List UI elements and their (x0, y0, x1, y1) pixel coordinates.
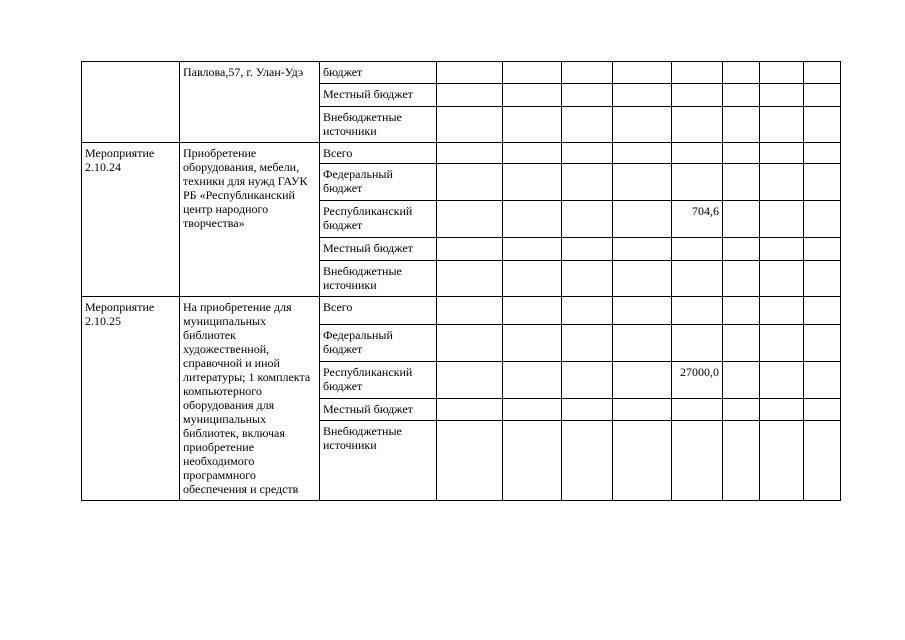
source-cell: Внебюджетные источники (320, 261, 437, 297)
source-cell: бюджет (320, 62, 437, 84)
source-cell: Местный бюджет (320, 238, 437, 261)
budget-table (81, 61, 841, 501)
table-row (82, 297, 841, 325)
source-cell: Федеральный бюджет (320, 164, 437, 201)
source-cell: Федеральный бюджет (320, 325, 437, 362)
source-cell: Всего (320, 143, 437, 164)
measure-description-cell: На приобретение для муниципальных библиотек художественной, справочной и иной литературы; 1 комплекта компьютерного оборудования для муниципальных библиотек, включая приобретение необходимого программного обеспечения и средств (180, 297, 320, 501)
measure-code-cell (82, 62, 180, 143)
table-row (82, 62, 841, 84)
source-cell: Всего (320, 297, 437, 325)
measure-code-cell: Мероприятие 2.10.24 (82, 143, 180, 297)
source-cell: Местный бюджет (320, 84, 437, 107)
source-cell: Республиканский бюджет (320, 362, 437, 399)
source-cell: Республиканский бюджет (320, 201, 437, 238)
measure-code-cell: Мероприятие 2.10.25 (82, 297, 180, 501)
source-cell: Внебюджетные источники (320, 107, 437, 143)
table-row (82, 143, 841, 164)
measure-address-cell: Павлова,57, г. Улан-Удэ (180, 62, 320, 143)
value-cell: 704,6 (672, 201, 723, 238)
source-cell: Местный бюджет (320, 399, 437, 421)
measure-description-cell: Приобретение оборудования, мебели, техники для нужд ГАУК РБ «Республиканский центр народного творчества» (180, 143, 320, 297)
source-cell: Внебюджетные источники (320, 421, 437, 501)
value-cell: 27000,0 (672, 362, 723, 399)
